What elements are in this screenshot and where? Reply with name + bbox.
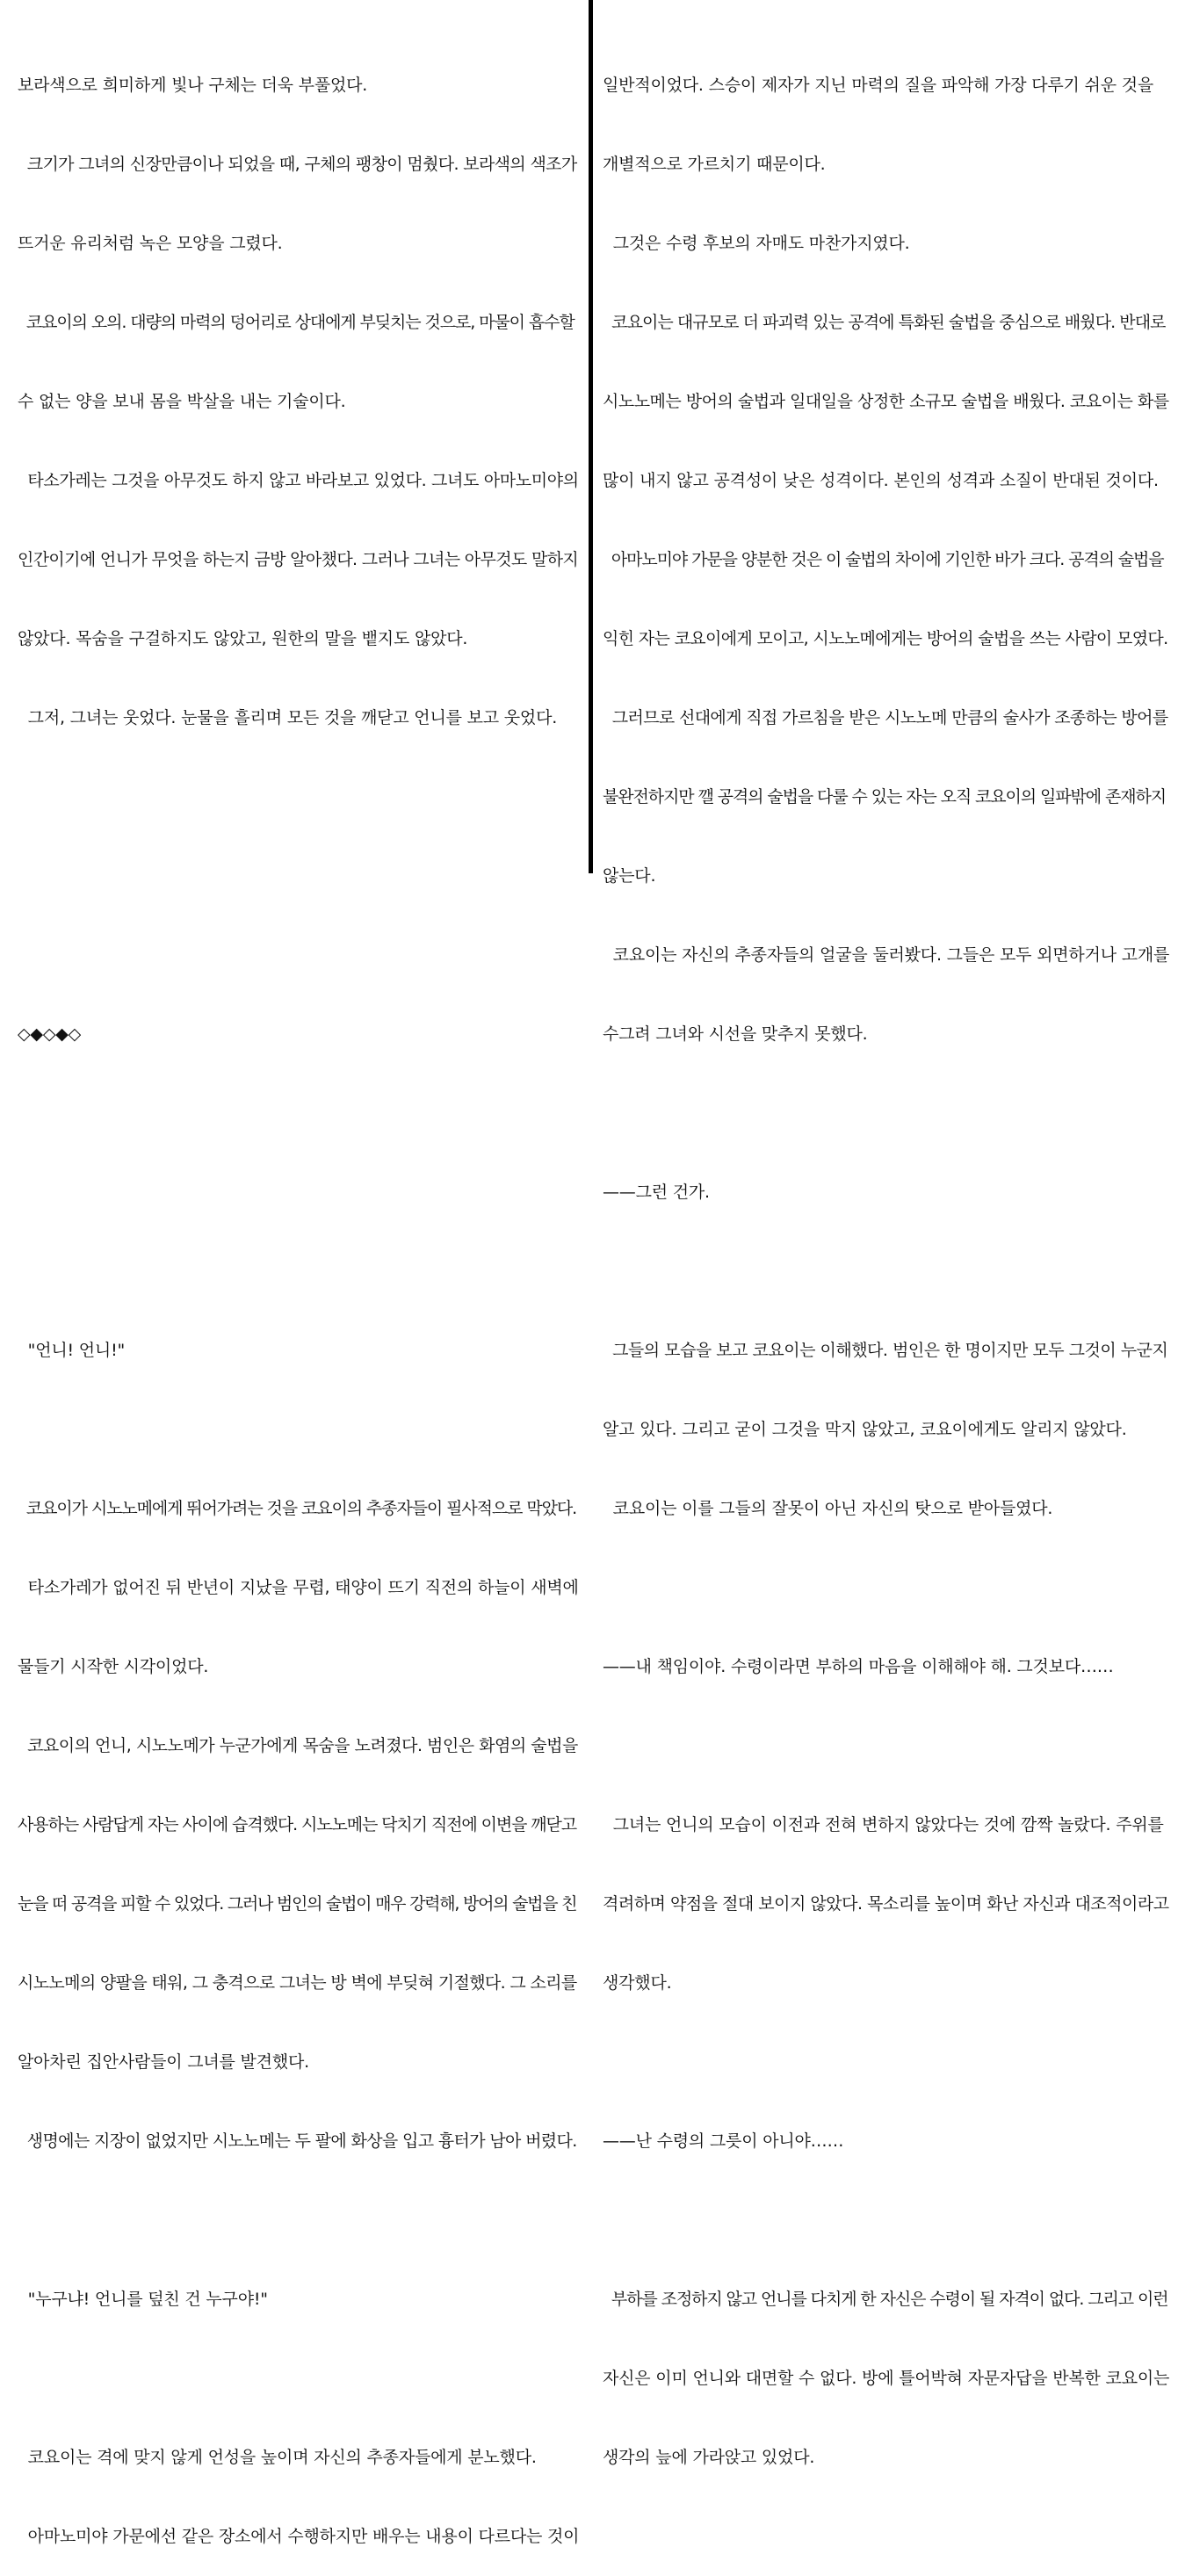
- scene-break: ◇◆◇◆◇: [18, 1024, 82, 1044]
- text-line: 많이 내지 않고 공격성이 낮은 성격이다. 본인의 성격과 소질이 반대된 것이다.: [603, 471, 1159, 490]
- text-line: 코요이는 대규모로 더 파괴력 있는 공격에 특화된 술법을 중심으로 배웠다. 반대로: [603, 313, 1166, 332]
- text-line: 격려하며 약점을 절대 보이지 않았다. 목소리를 높이며 화난 자신과 대조적이라고: [603, 1894, 1169, 1914]
- text-line: 사용하는 사람답게 자는 사이에 습격했다. 시노노메는 닥치기 직전에 이변을 깨닫고: [18, 1815, 577, 1834]
- text-line: 그러므로 선대에게 직접 가르침을 받은 시노노메 만큼의 술사가 조종하는 방어를: [603, 708, 1168, 727]
- text-line: 수그려 그녀와 시선을 맞추지 못했다.: [603, 1024, 868, 1044]
- text-line: 코요이의 언니, 시노노메가 누군가에게 목숨을 노려졌다. 범인은 화염의 술법을: [18, 1736, 578, 1755]
- text-line: 아마노미야 가문을 양분한 것은 이 술법의 차이에 기인한 바가 크다. 공격의 술법을: [603, 550, 1164, 569]
- text-line: 코요이는 격에 맞지 않게 언성을 높이며 자신의 추종자들에게 분노했다.: [18, 2448, 537, 2467]
- text-line: 불완전하지만 깰 공격의 술법을 다룰 수 있는 자는 오직 코요이의 일파밖에 존재하지: [603, 787, 1166, 807]
- text-line: 타소가레가 없어진 뒤 반년이 지났을 무렵, 태양이 뜨기 직전의 하늘이 새벽에: [18, 1578, 579, 1597]
- text-line: 코요이는 자신의 추종자들의 얼굴을 둘러봤다. 그들은 모두 외면하거나 고개를: [603, 945, 1170, 965]
- text-line: 눈을 떠 공격을 피할 수 있었다. 그러나 범인의 술법이 매우 강력해, 방어의 술법을 친: [18, 1894, 577, 1914]
- blank-line: [603, 2049, 1169, 2075]
- blank-line: [603, 1258, 1169, 1284]
- blank-line: [18, 1416, 580, 1443]
- text-line: 타소가레는 그것을 아무것도 하지 않고 바라보고 있었다. 그녀도 아마노미야의: [18, 471, 579, 490]
- monologue-line: ——내 책임이야. 수령이라면 부하의 마음을 이해해야 해. 그것보다……: [603, 1657, 1114, 1676]
- blank-line: [603, 1733, 1169, 1759]
- right-text-column: [603, 19, 1169, 2497]
- text-line: 부하를 조정하지 않고 언니를 다치게 한 자신은 수령이 될 자격이 없다. 그리고 이런: [603, 2290, 1168, 2309]
- text-line: 시노노메의 양팔을 태워, 그 충격으로 그녀는 방 벽에 부딪혀 기절했다. 그 소리를: [18, 1973, 577, 1993]
- text-line: 코요이가 시노노메에게 뛰어가려는 것을 코요이의 추종자들이 필사적으로 막았다.: [18, 1499, 577, 1518]
- left-text-column: [18, 19, 580, 2576]
- text-line: 인간이기에 언니가 무엇을 하는지 금방 알아챘다. 그러나 그녀는 아무것도 말하지: [18, 550, 579, 569]
- text-line: 물들기 시작한 시각이었다.: [18, 1657, 209, 1676]
- blank-line: [18, 1179, 580, 1205]
- text-line: 그저, 그녀는 웃었다. 눈물을 흘리며 모든 것을 깨닫고 언니를 보고 웃었다.: [18, 708, 558, 727]
- blank-line: [603, 2207, 1169, 2233]
- dialogue-line: "언니! 언니!": [18, 1341, 126, 1360]
- monologue-line: ——난 수령의 그릇이 아니야……: [603, 2131, 844, 2151]
- blank-line: [18, 942, 580, 968]
- blank-line: [18, 2207, 580, 2233]
- blank-line: [603, 1100, 1169, 1126]
- text-line: 알아차린 집안사람들이 그녀를 발견했다.: [18, 2052, 309, 2072]
- text-line: 크기가 그녀의 신장만큼이나 되었을 때, 구체의 팽창이 멈췄다. 보라색의 색조가: [18, 155, 577, 174]
- text-line: 않았다. 목숨을 구걸하지도 않았고, 원한의 말을 뱉지도 않았다.: [18, 629, 468, 648]
- text-line: 코요이는 이를 그들의 잘못이 아닌 자신의 탓으로 받아들였다.: [603, 1499, 1053, 1518]
- dialogue-line: "누구냐! 언니를 덮친 건 누구야!": [18, 2290, 268, 2309]
- blank-line: [603, 1574, 1169, 1601]
- text-line: 뜨거운 유리처럼 녹은 모양을 그렸다.: [18, 234, 283, 253]
- text-line: 보라색으로 희미하게 빛나 구체는 더욱 부풀었다.: [18, 76, 368, 95]
- blank-line: [18, 2365, 580, 2391]
- text-line: 시노노메는 방어의 술법과 일대일을 상정한 소규모 술법을 배웠다. 코요이는 화를: [603, 392, 1169, 411]
- text-line: 그녀는 언니의 모습이 이전과 전혀 변하지 않았다는 것에 깜짝 놀랐다. 주위를: [603, 1815, 1164, 1834]
- text-line: 그것은 수령 후보의 자매도 마찬가지였다.: [603, 234, 910, 253]
- text-line: 생각의 늪에 가라앉고 있었다.: [603, 2448, 815, 2467]
- text-line: 개별적으로 가르치기 때문이다.: [603, 155, 826, 174]
- text-line: 익힌 자는 코요이에게 모이고, 시노노메에게는 방어의 술법을 쓰는 사람이 모였다.: [603, 629, 1168, 648]
- text-line: 일반적이었다. 스승이 제자가 지닌 마력의 질을 파악해 가장 다루기 쉬운 것을: [603, 76, 1154, 95]
- blank-line: [18, 1100, 580, 1126]
- text-line: 알고 있다. 그리고 굳이 그것을 막지 않았고, 코요이에게도 알리지 않았다.: [603, 1420, 1127, 1439]
- blank-line: [18, 784, 580, 810]
- text-line: 코요이의 오의. 대량의 마력의 덩어리로 상대에게 부딪치는 것으로, 마물이 흡수할: [18, 313, 575, 332]
- text-line: 자신은 이미 언니와 대면할 수 없다. 방에 틀어박혀 자문자답을 반복한 코요이는: [603, 2369, 1170, 2388]
- text-line: 그들의 모습을 보고 코요이는 이해했다. 범인은 한 명이지만 모두 그것이 누군지: [603, 1341, 1168, 1360]
- monologue-line: ——그런 건가.: [603, 1183, 710, 1202]
- column-divider: [589, 0, 593, 873]
- text-line: 수 없는 양을 보내 몸을 박살을 내는 기술이다.: [18, 392, 346, 411]
- text-line: 아마노미야 가문에선 같은 장소에서 수행하지만 배우는 내용이 다르다는 것이: [18, 2527, 580, 2546]
- text-line: 생각했다.: [603, 1973, 672, 1993]
- blank-line: [18, 863, 580, 889]
- text-line: 생명에는 지장이 없었지만 시노노메는 두 팔에 화상을 입고 흉터가 남아 버렸다.: [18, 2131, 577, 2151]
- text-line: 않는다.: [603, 866, 656, 886]
- blank-line: [18, 1258, 580, 1284]
